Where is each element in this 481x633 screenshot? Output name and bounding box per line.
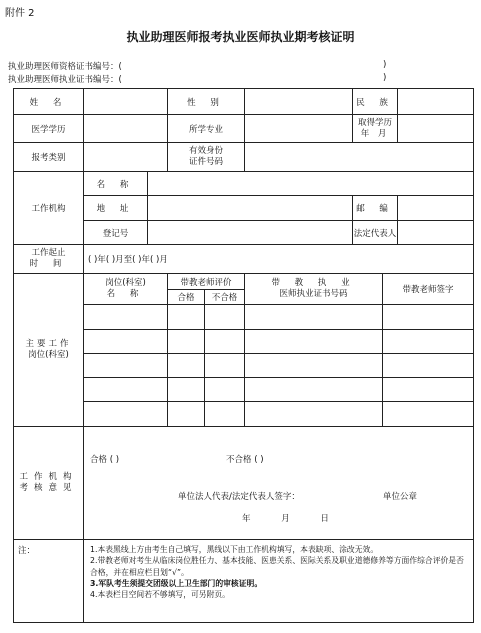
qualification-cert-label: 执业助理医师资格证书编号：( — [8, 62, 122, 72]
sign-cell[interactable] — [383, 305, 474, 330]
eval-pass-header: 合格 — [168, 290, 205, 305]
fail-cell[interactable] — [205, 354, 245, 378]
practice-cert-label: 执业助理医师执业证书编号：( — [8, 75, 122, 85]
cert-cell[interactable] — [245, 330, 383, 354]
post-cell[interactable] — [84, 330, 168, 354]
annex-label: 附件 2 — [5, 8, 35, 19]
fail-cell[interactable] — [205, 330, 245, 354]
reg-no-label: 登记号 — [84, 221, 148, 245]
note-1: 1.本表黑线上方由考生自己填写，黑线以下由工作机构填写，本表缺项、涂改无效。 — [90, 545, 379, 554]
sign-cell[interactable] — [383, 402, 474, 427]
post-cell[interactable] — [84, 402, 168, 427]
org-address-label: 地 址 — [84, 196, 148, 221]
pass-cell[interactable] — [168, 330, 205, 354]
opinion-cell[interactable] — [84, 427, 474, 540]
post-cell[interactable] — [84, 305, 168, 330]
fail-cell[interactable] — [205, 305, 245, 330]
id-type-label-2: 证件号码 — [189, 157, 224, 167]
mentor-cert-header-2: 医师执业证书号码 — [279, 289, 348, 299]
cert-cell[interactable] — [245, 305, 383, 330]
org-label: 工作机构 — [14, 172, 84, 245]
sign-cell[interactable] — [383, 330, 474, 354]
postcode-label: 邮 编 — [353, 196, 398, 221]
education-field[interactable] — [84, 115, 168, 143]
sign-cell[interactable] — [383, 354, 474, 378]
work-time-field[interactable]: ( )年( )月至( )年( )月 — [84, 245, 474, 274]
degree-time-label — [353, 115, 398, 143]
page-title: 执业助理医师报考执业医师执业期考核证明 — [126, 30, 355, 44]
cert-cell[interactable] — [245, 354, 383, 378]
fail-cell[interactable] — [205, 402, 245, 427]
opinion-label-2: 考核意见 — [19, 483, 78, 493]
mentor-cert-header-1: 带 教 执 业 — [271, 277, 356, 288]
duty-label-1: 主要工作 — [25, 338, 72, 349]
legal-rep-field[interactable] — [398, 221, 474, 245]
note-3: 3.军队考生须提交团级以上卫生部门的审核证明。 — [90, 578, 263, 588]
ethnicity-field[interactable] — [398, 89, 474, 115]
practice-cert-close: ) — [383, 73, 387, 83]
post-header — [84, 274, 168, 305]
post-header-1: 岗位(科室) — [105, 277, 146, 288]
fail-cell[interactable] — [205, 378, 245, 402]
post-header-2: 名 称 — [106, 289, 145, 299]
gender-field[interactable] — [245, 89, 353, 115]
pass-cell[interactable] — [168, 378, 205, 402]
id-type-label — [168, 143, 245, 172]
qualification-cert-close: ) — [383, 60, 387, 70]
notes-label: 注： — [14, 540, 84, 623]
duty-label — [14, 274, 84, 427]
legal-rep-signature-label: 单位法人代表/法定代表人签字： — [178, 492, 300, 502]
major-field[interactable] — [245, 115, 353, 143]
id-number-field[interactable] — [245, 143, 474, 172]
sign-cell[interactable] — [383, 378, 474, 402]
notes-content — [84, 540, 474, 623]
name-label: 姓 名 — [14, 89, 84, 115]
org-name-label: 名 称 — [84, 172, 148, 196]
mentor-cert-header — [245, 274, 383, 305]
note-2: 2.带教老师对考生从临床岗位胜任力、基本技能、医患关系、医际关系及职业道德修养等方面作综合评价是否合格，并在相应栏目划“√”。 — [90, 556, 464, 577]
major-label: 所学专业 — [168, 115, 245, 143]
eval-header: 带教老师评价 — [168, 274, 245, 290]
postcode-field[interactable] — [398, 196, 474, 221]
opinion-fail: 不合格 ( ) — [226, 455, 264, 465]
name-field[interactable] — [84, 89, 168, 115]
pass-cell[interactable] — [168, 354, 205, 378]
category-field[interactable] — [84, 143, 168, 172]
legal-rep-label: 法定代表人 — [353, 221, 398, 245]
org-address-field[interactable] — [148, 196, 353, 221]
pass-cell[interactable] — [168, 305, 205, 330]
id-type-label-1: 有效身份 — [189, 146, 224, 157]
degree-time-label-1: 取得学历 — [358, 117, 393, 128]
exam-form-table — [13, 88, 474, 623]
eval-fail-header: 不合格 — [205, 290, 245, 305]
work-time-label — [14, 245, 84, 274]
org-name-field[interactable] — [148, 172, 474, 196]
unit-seal-label: 单位公章 — [383, 492, 418, 502]
reg-no-field[interactable] — [148, 221, 353, 245]
cert-cell[interactable] — [245, 402, 383, 427]
work-time-label-1: 工作起止 — [31, 247, 66, 258]
duty-label-2: 岗位(科室) — [28, 350, 69, 360]
work-time-label-2: 时 间 — [29, 259, 68, 269]
education-label: 医学学历 — [14, 115, 84, 143]
opinion-date: 年 月 日 — [242, 514, 343, 524]
degree-time-label-2: 年 月 — [360, 128, 390, 139]
mentor-sign-header: 带教老师签字 — [383, 274, 474, 305]
post-cell[interactable] — [84, 354, 168, 378]
pass-cell[interactable] — [168, 402, 205, 427]
note-4: 4.本表栏目空间若不够填写，可另附页。 — [90, 590, 230, 600]
category-label: 报考类别 — [14, 143, 84, 172]
opinion-label-1: 工作机构 — [19, 471, 78, 482]
post-cell[interactable] — [84, 378, 168, 402]
cert-cell[interactable] — [245, 378, 383, 402]
degree-time-field[interactable] — [398, 115, 474, 143]
opinion-pass: 合格 ( ) — [90, 455, 120, 465]
opinion-label — [14, 427, 84, 540]
gender-label: 性 别 — [168, 89, 245, 115]
ethnicity-label: 民 族 — [353, 89, 398, 115]
